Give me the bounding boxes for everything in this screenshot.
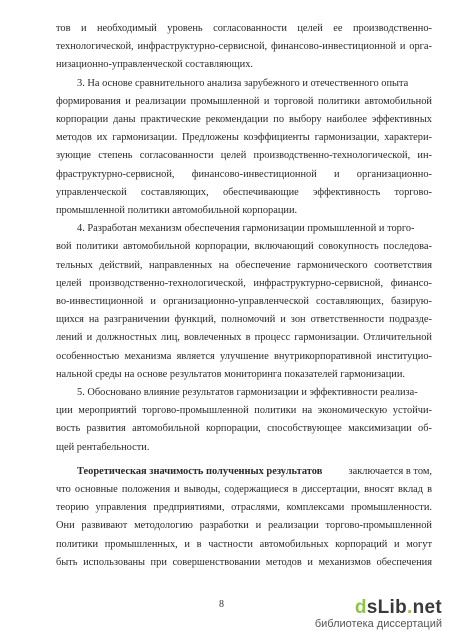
text-line: во-инвестиционной и организационно-управленческой составляющих, базирую- (56, 296, 432, 307)
dslib-subtitle: библиотека диссертаций (314, 618, 442, 630)
text-line: методов их гармонизации. Предложены коэффициенты гармонизации, характери- (56, 132, 432, 144)
text-line: фраструктурно-сервисной, финансово-инвестиционной и организационно- (56, 168, 432, 180)
significance-heading-tail: заключается в том, (348, 465, 432, 477)
text-line: щей рентабельности. (56, 441, 150, 453)
text-line: корпорации даны практические рекомендации по выбору наиболее эффективных (56, 114, 432, 125)
page-number: 8 (219, 599, 224, 610)
text-line: формирования и реализации промышленной и торговой политики автомобильной (56, 95, 432, 107)
text-line: целей производственно-технологической, инфраструктурно-сервисной, финансо- (56, 277, 432, 289)
text-line: управленческой составляющих, обеспечивающие эффективность торгово- (56, 186, 432, 198)
text-line: 3. На основе сравнительного анализа зарубежного и отечественного опыта (77, 77, 409, 89)
text-line: технологической, инфраструктурно-сервисной, финансово-инвестиционной и орга- (56, 41, 432, 53)
text-line: низационно-управленческой составляющих. (56, 59, 254, 71)
text-line: 5. Обосновано влияние результатов гармонизации и эффективности реализа- (77, 387, 418, 398)
text-line: тов и необходимый уровень согласованности целей ее производственно- (56, 23, 432, 34)
significance-heading: Теоретическая значимость полученных результатов (77, 465, 323, 477)
dslib-logo: dsLib.net (354, 597, 442, 618)
text-line: политики промышленных, и в частности автомобильных корпораций и могут (56, 538, 432, 550)
text-line: ции мероприятий торгово-промышленной политики на экономическую устойчи- (56, 405, 432, 417)
text-line: 4. Разработан механизм обеспечения гармонизации промышленной и торго- (77, 223, 415, 235)
text-line: вость развития автомобильной корпорации, способствующее максимизации об- (56, 423, 432, 435)
text-line: особенностью механизма является улучшение внутрикорпоративной институцио- (56, 350, 432, 362)
text-line: зующие степень согласованности целей производственно-технологической, ин- (56, 150, 432, 162)
text-line: щихся на разграничении функций, полномочий и зон ответственности подразде- (56, 314, 432, 326)
text-line: тельных действий, направленных на обеспечение гармонического соответствия (56, 259, 432, 271)
text-line: теорию управления предприятиями, отраслями, комплексами промышленности. (56, 502, 432, 514)
text-line: лений и должностных лиц, вовлеченных в процесс гармонизации. Отличительной (56, 332, 432, 344)
text-line: промышленной политики автомобильной корпорации. (56, 205, 298, 216)
dslib-watermark (315, 598, 442, 630)
significance-heading-line (77, 465, 432, 478)
text-line: Они развивают методологию разработки и реализации торгово-промышленной (56, 520, 432, 532)
text-line: быть использованы при совершенствовании методов и механизмов обеспечения (56, 556, 432, 568)
text-line: что основные положения и выводы, содержащиеся в диссертации, вносят вклад в (56, 484, 432, 495)
text-line: нальной среды на основе результатов мониторинга показателей гармонизации. (56, 368, 405, 380)
text-line: вой политики автомобильной корпорации, включающий совокупность последова- (56, 241, 432, 253)
